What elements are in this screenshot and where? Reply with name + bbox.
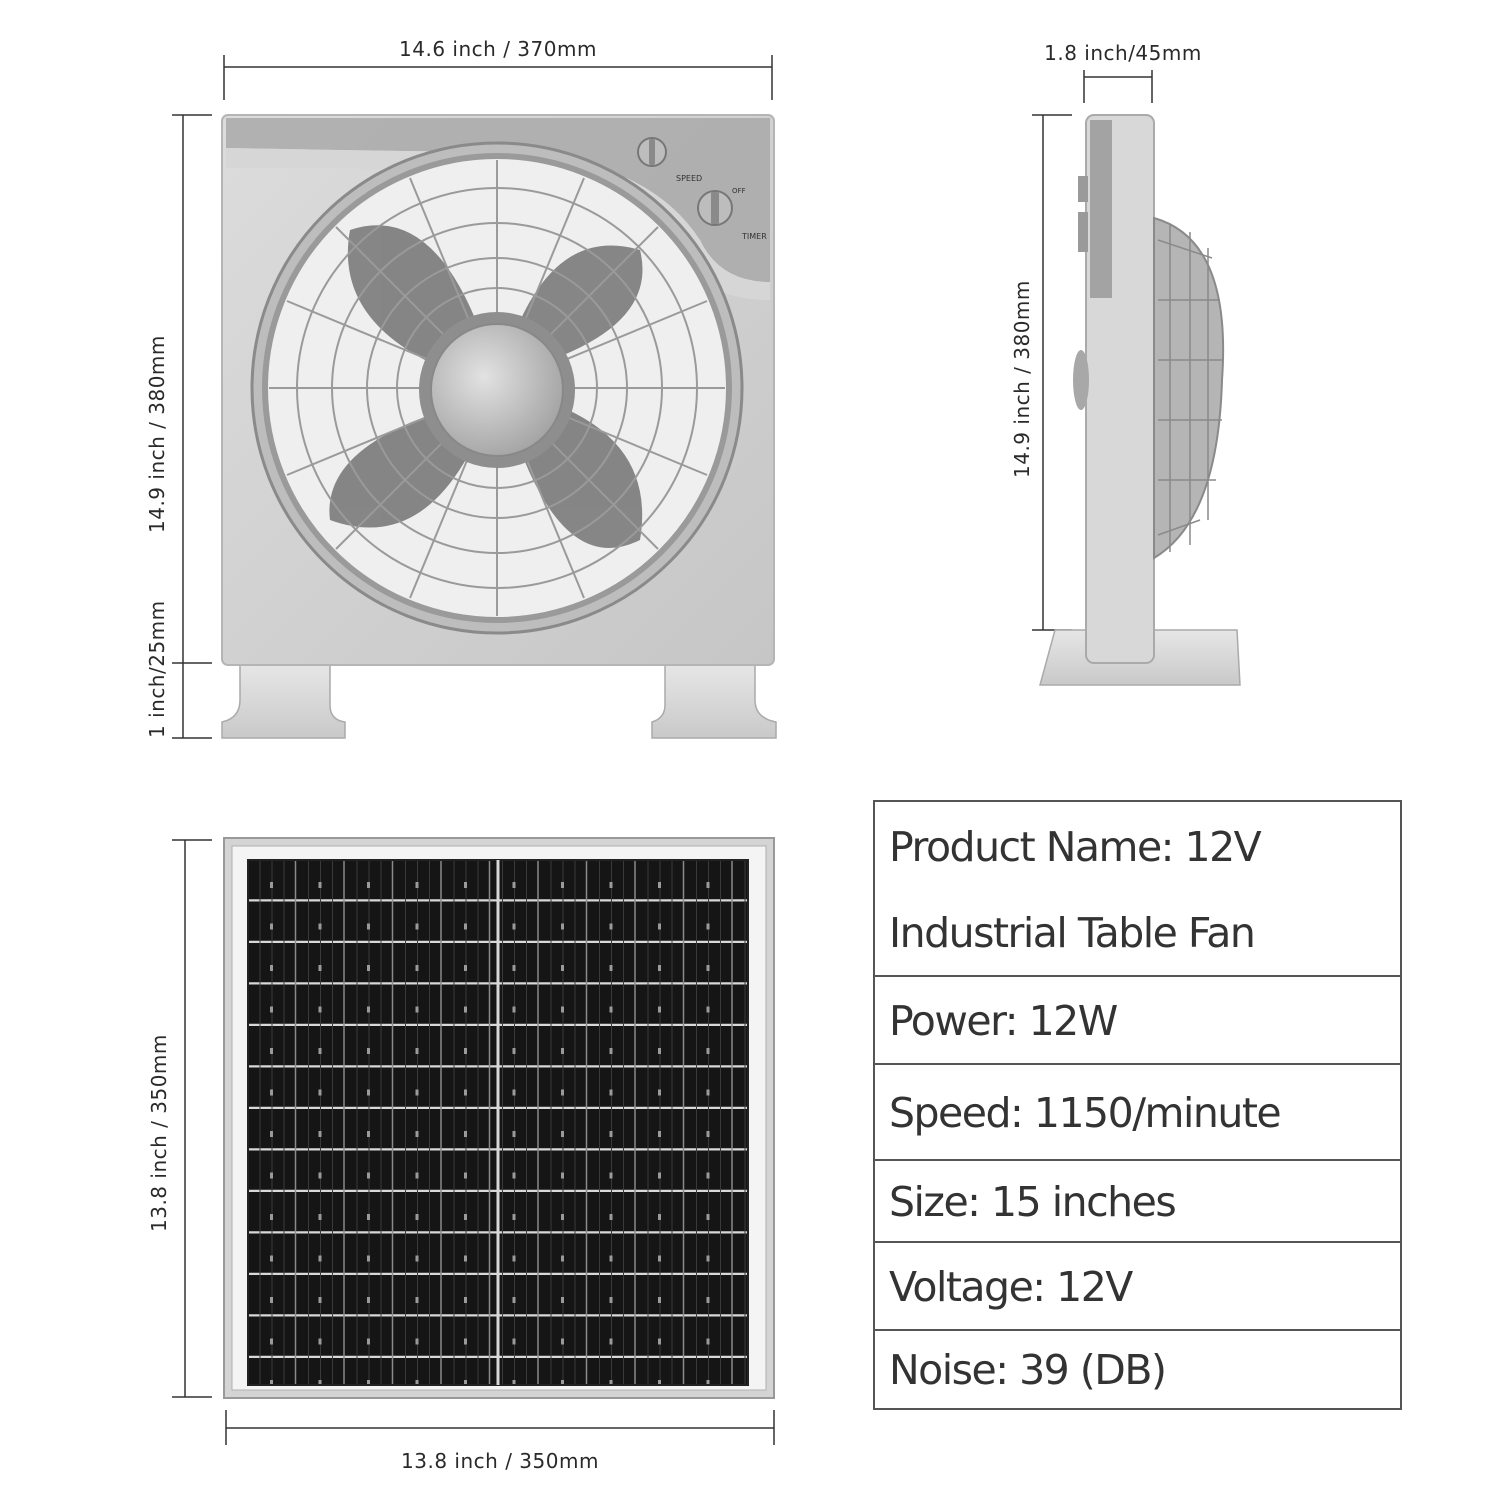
spec-row-speed	[875, 1063, 1400, 1161]
panel-height-label: 13.8 inch / 350mm	[147, 1034, 171, 1232]
fan-foot-height-label: 1 inch/25mm	[145, 600, 169, 738]
spec-product-name-line2: Industrial Table Fan	[889, 908, 1255, 957]
spec-product-name-line1: Product Name: 12V	[889, 822, 1261, 871]
spec-row-power	[875, 975, 1400, 1065]
spec-power: Power: 12W	[889, 997, 1117, 1045]
fan-hub	[431, 324, 563, 456]
spec-row-size	[875, 1159, 1400, 1243]
spec-size: Size: 15 inches	[889, 1178, 1176, 1226]
fan-front-width-label: 14.6 inch / 370mm	[399, 37, 597, 61]
fan-right-foot	[652, 665, 776, 738]
spec-row-noise	[875, 1329, 1400, 1408]
fan-front-height-label: 14.9 inch / 380mm	[145, 335, 169, 533]
speed-knob	[638, 138, 666, 166]
spec-row-product-name	[875, 802, 1400, 977]
spec-speed: Speed: 1150/minute	[889, 1089, 1281, 1137]
timer-knob	[698, 191, 732, 225]
spec-noise: Noise: 39 (DB)	[889, 1345, 1166, 1394]
spec-table	[873, 800, 1402, 1410]
spec-voltage: Voltage: 12V	[889, 1263, 1132, 1311]
fan-side-height-label: 14.9 inch / 380mm	[1010, 280, 1034, 478]
timer-label: TIMER	[742, 232, 767, 241]
panel-width-label: 13.8 inch / 350mm	[401, 1449, 599, 1473]
fan-front-view	[222, 115, 776, 738]
fan-side-grille	[1154, 218, 1223, 558]
fan-side-depth-label: 1.8 inch/45mm	[1044, 41, 1202, 65]
fan-left-foot	[222, 665, 345, 738]
off-label: OFF	[732, 187, 746, 195]
speed-label: SPEED	[676, 174, 703, 183]
fan-side-view	[1040, 115, 1240, 685]
solar-panel	[224, 838, 774, 1398]
spec-row-voltage	[875, 1241, 1400, 1331]
